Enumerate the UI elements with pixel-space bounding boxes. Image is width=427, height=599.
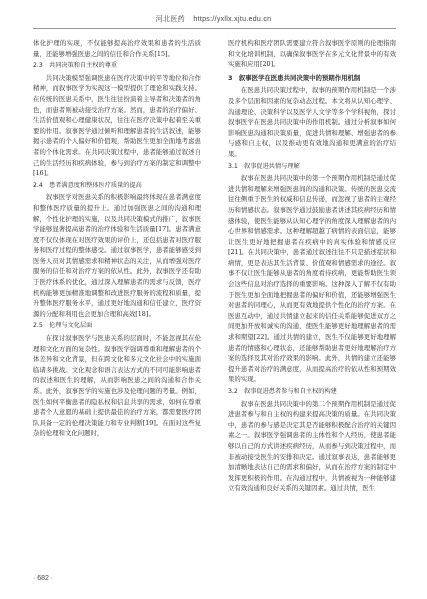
running-header [0,14,427,24]
body-paragraph: 叙事医学对医患关系的积极影响最终体现在患者满意度和整体医疗质量的提升上。通过加强医患之间的沟通和理解，个性化护理的实施，以及共同决策模式的推广，叙事医学能够显著提高患者的治疗体验和生活质量[17]。患者满意度不仅仅体现在对医疗效果的评价上，还包括患者对医疗服务和医疗过程的整体感受。通过叙事医学，患者能够感受到医务人员对其情感需求和精神状态的关注，从而增强对医疗服务的信任和对治疗方案的依从性。此外，叙事医学还有助于医疗体系的优化，通过深入理解患者的需求与反馈，医疗机构能够更加精准地调整和改进医疗服务的流程和质量，提升整体医疗服务水平，通过更好地沟通和信任建立，医疗资源的分配和利用也会更加合理和高效[18]。 [33,193,201,318]
journal-name: 河北医药 [155,15,185,23]
body-paragraph: 在探讨叙事医学与医患关系的层面时，不能忽视其在伦理和文化方面的复杂性。叙事医学强调尊重和理解患者的个体差异和文化背景，但在跨文化和多元文化社会中的实施面临诸多挑战。文化观念和语言表达方式的不同可能影响患者的叙述和医生的理解，从而影响医患之间的沟通和合作关系。此外，叙事医学的实施也涉及伦理问题的考量。例如，医生如何平衡患者的隐私权和信息共享的需求，如何在尊重患者个人意愿的基础上提供最佳的治疗方案，都需要医疗团队具备一定的伦理决策能力和专业判断[19]。在面对这些复杂的伦理和文化问题时， [33,334,201,438]
section-heading: 2.3 共同决策和自主权的尊重 [33,62,118,70]
body-paragraph: 叙事在医患共同决策中的第一个预期作用机制是通过促进共情和理解来增强医患间的沟通和决策。传统的医患交流往往侧重于医生的权威和信息传递，而忽视了患者的主观经历和情感状态。叙事医学通过鼓励患者讲述其疾病经历和情感体验，使医生能够从认知心理学的角度深入理解患者的内心世界和情感需求。这种理解超越了病情的表面信息，能够让医生更好地把握患者在疾病中的真实体验和情感反应[21]。在共同决策中，患者通过叙述往往不只是描述症状和病情，更是表达其生活背景、价值观和情感需求的途径。叙事不仅让医生能够从患者的角度看待疾病，更能帮助医生领会这些信息对治疗选择的重要影响。这种深入了解不仅有助于医生更加全面地把握患者的偏好和价值，还能够增强医生对患者的同理心，从而更有效地提供个性化的治疗方案。在医患互动中，通过共情建立起来的信任关系能够促进双方之间更加开放和诚实的沟通，使医生能够更好地理解患者的需求和期望[22]。通过共情的建立，医生不仅能够更好地理解患者的情感和心理状态，还能够帮助患者更好地理解治疗方案的选择及其对治疗效果的影响。此外，共情的建立还能够提升患者对治疗的满意度，从而提高治疗的依从性和预期效果的实现。 [228,174,396,384]
body-paragraph: 体化护理的实现，不仅能够提高治疗效果和患者的生活质量，还能够增强医患之间的信任和合作关系[15]。 [33,39,201,58]
right-column [228,38,396,495]
page-number: · 682 · [33,575,54,582]
body-paragraph: 共同决策模型强调医患在医疗决策中的平等地位和合作精神，而叙事医学为实现这一模型提供了理论和实践支持。在传统的医患关系中，医生往往扮演着主导者和决策者的角色，而患者则被动接受治疗方案。然而，患者的治疗偏好、生活价值观和心理健康状况，往往在医疗决策中起着至关重要的作用。叙事医学通过倾听和理解患者的生活叙述，能够揭示患者的个人偏好和价值观，帮助医生更加全面地考虑患者的个体化需求。在共同决策过程中，患者能够通过叙述自己的生活经历和疾病体验，参与到治疗方案的制定和调整中[16]。 [33,73,201,178]
section-heading: 2.5 伦理与文化层面 [33,322,93,330]
section-heading: 3.2 叙事促进患者参与和自主权的构建 [228,388,337,395]
left-column [33,38,201,440]
body-paragraph: 医疗机构和医疗团队需要建立符合叙事医学原则的伦理指南和文化培训机制，以确保叙事医学在多元文化背景中的有效实施和应用[20]。 [228,39,396,69]
section-heading: 2.4 患者满意度和整体医疗质量的提高 [33,181,142,189]
section-heading: 3.1 叙事促进共情与理解 [228,162,300,170]
body-paragraph: 叙事在医患共同决策中的第二个预期作用机制是通过促进患者参与和自主权的构建来提高决策的质量。在共同决策中，患者的参与感是决定其是否能够积极配合治疗的关键因素之一。叙事医学强调患者的主体性和个人经历，使患者能够以自己的方式讲述疾病经历，从而参与到决策过程中，而非被动接受医生的安排和决定。通过叙事表达，患者能够更加清晰地表达自己的需求和偏好，从而在治疗方案的制定中发挥更积极的作用。在沟通过程中，共情被视为一种能够建立有效沟通和良好关系的关键因素。通过共情，医生 [228,399,396,493]
major-heading: 3 叙事医学在医患共同决策中的预期作用机制 [228,73,361,82]
header-rule [33,28,396,29]
journal-url: https://yxllx.xjtu.edu.cn [193,16,272,23]
body-paragraph: 在医患共同决策过程中，叙事的预期作用机制是一个涉及多个层面和因素的复杂动态过程。本文将从认知心理学、沟通理论、决策科学以及医学人文学等多个学科视角，探讨叙事医学在医患共同决策中的作用机制。通过分析叙事如何影响医患沟通和决策质量，促进共情和理解、增强患者的参与感和自主权，以及推动更有效地沟通和更满意的治疗结果。 [228,86,396,158]
